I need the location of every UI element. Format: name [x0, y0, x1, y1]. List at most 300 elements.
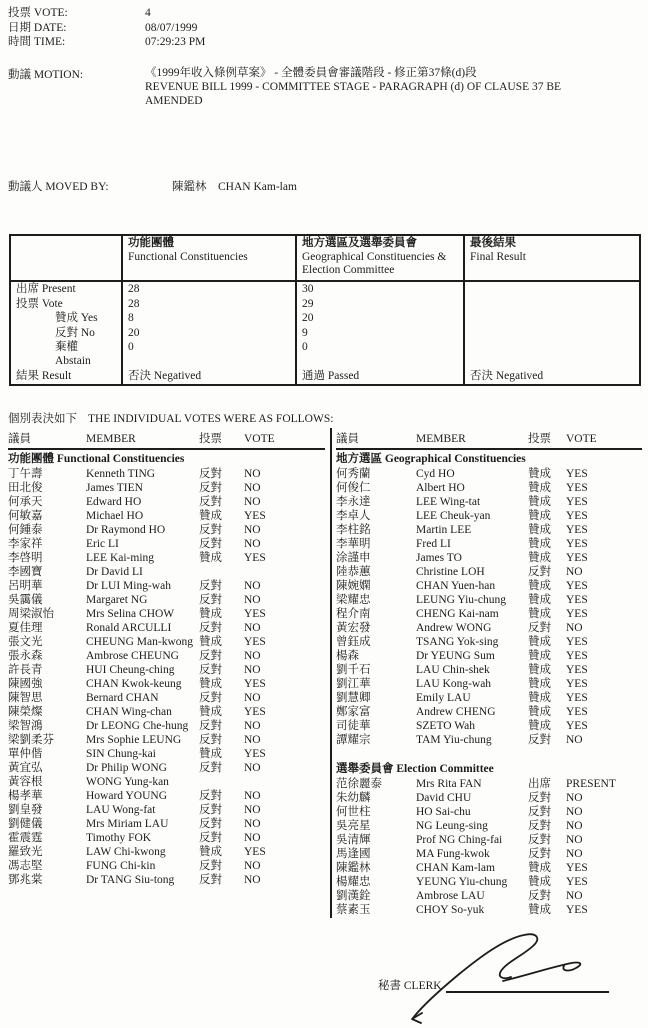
- member-row: [8, 733, 325, 747]
- member-vote-zh: 贊成: [528, 678, 551, 690]
- member-vote-zh: 反對: [528, 820, 551, 832]
- member-vote-en: NO: [244, 860, 261, 872]
- member-name-zh: 周梁淑怡: [8, 608, 54, 620]
- member-vote-zh: 反對: [199, 524, 222, 536]
- member-name-en: TSANG Yok-sing: [416, 636, 499, 648]
- member-vote-zh: 贊成: [528, 496, 551, 508]
- member-vote-en: NO: [244, 832, 261, 844]
- member-name-zh: 黃宜弘: [8, 762, 43, 774]
- summary-table-body: [10, 281, 640, 385]
- member-vote-en: YES: [566, 552, 588, 564]
- member-vote-en: YES: [566, 904, 588, 916]
- member-vote-zh: 反對: [199, 664, 222, 676]
- member-vote-en: NO: [566, 566, 583, 578]
- member-name-en: Albert HO: [416, 482, 465, 494]
- member-row: [8, 789, 325, 803]
- member-vote-zh: 贊成: [528, 510, 551, 522]
- member-name-en: Dr Philip WONG: [86, 762, 167, 774]
- member-vote-zh: 贊成: [528, 664, 551, 676]
- member-vote-en: YES: [566, 720, 588, 732]
- member-col-header-en: MEMBER: [86, 433, 136, 445]
- member-vote-zh: 反對: [199, 734, 222, 746]
- summary-row-label: 結果 Result: [10, 368, 122, 385]
- member-vote-en: NO: [244, 524, 261, 536]
- member-name-zh: 夏佳理: [8, 622, 43, 634]
- member-row: [336, 551, 642, 565]
- member-vote-zh: 反對: [199, 790, 222, 802]
- member-name-en: Dr LEONG Che-hung: [86, 720, 189, 732]
- summary-row-label: 出席 Present: [10, 281, 122, 297]
- member-vote-en: NO: [244, 734, 261, 746]
- member-vote-zh: 反對: [199, 832, 222, 844]
- member-name-zh: 鄭家富: [336, 706, 371, 718]
- clerk-signature-icon: [395, 928, 615, 1026]
- member-row: [336, 805, 642, 819]
- member-row: [336, 663, 642, 677]
- summary-row: [10, 297, 640, 312]
- member-vote-zh: 反對: [528, 566, 551, 578]
- summary-row-label: 棄權 Abstain: [10, 340, 122, 368]
- member-name-zh: 劉健儀: [8, 818, 43, 830]
- member-col-header-zh: 議員: [336, 433, 359, 445]
- member-row: [8, 607, 325, 621]
- member-name-zh: 劉千石: [336, 664, 371, 676]
- vote-number-row: [8, 6, 205, 21]
- member-row: [8, 621, 325, 635]
- member-vote-en: YES: [566, 496, 588, 508]
- member-vote-en: NO: [244, 664, 261, 676]
- member-table-header-right: [336, 432, 642, 450]
- member-vote-en: YES: [566, 664, 588, 676]
- member-vote-en: NO: [244, 482, 261, 494]
- member-row: [8, 691, 325, 705]
- summary-gc-value: 29: [296, 297, 464, 312]
- functional-members-list: [8, 467, 325, 887]
- member-name-zh: 馬逢國: [336, 848, 371, 860]
- member-vote-zh: 反對: [199, 650, 222, 662]
- member-row: [336, 705, 642, 719]
- member-name-en: Michael HO: [86, 510, 144, 522]
- member-vote-zh: 贊成: [199, 510, 222, 522]
- summary-header-geographical-en: Geographical Constituencies & Election Committee: [302, 250, 447, 276]
- summary-row: [10, 281, 640, 297]
- vote-number-value: 4: [145, 7, 151, 19]
- member-name-zh: 何俊仁: [336, 482, 371, 494]
- member-name-en: Mrs Rita FAN: [416, 778, 482, 790]
- member-vote-en: NO: [244, 622, 261, 634]
- summary-gc-value: 通過 Passed: [296, 368, 464, 385]
- summary-row-label: 投票 Vote: [10, 297, 122, 312]
- member-name-en: Kenneth TING: [86, 468, 156, 480]
- geographical-members-list: [336, 467, 642, 747]
- member-row: [336, 481, 642, 495]
- summary-header-functional-en: Functional Constituencies: [128, 250, 248, 263]
- member-name-en: YEUNG Yiu-chung: [416, 876, 508, 888]
- member-row: [336, 791, 642, 805]
- member-row: [336, 819, 642, 833]
- election-members-list: [336, 777, 642, 917]
- summary-row-label: 反對 No: [10, 326, 122, 341]
- member-row: [336, 649, 642, 663]
- column-divider: [330, 428, 332, 918]
- member-vote-en: NO: [566, 848, 583, 860]
- member-name-zh: 李華明: [336, 538, 371, 550]
- vote-number-label: 投票 VOTE:: [8, 7, 68, 19]
- member-name-zh: 梁劉柔芬: [8, 734, 54, 746]
- member-vote-en: PRESENT: [566, 778, 616, 790]
- member-name-en: SIN Chung-kai: [86, 748, 156, 760]
- summary-table-header: [10, 235, 640, 281]
- member-name-en: TAM Yiu-chung: [416, 734, 492, 746]
- member-name-zh: 蔡素玉: [336, 904, 371, 916]
- member-vote-en: [244, 775, 325, 789]
- member-vote-en: NO: [244, 874, 261, 886]
- motion-text-zh: 《1999年收入條例草案》 - 全體委員會審議階段 - 修正第37條(d)段: [145, 67, 477, 79]
- member-vote-en: NO: [244, 468, 261, 480]
- member-vote-zh: 反對: [199, 874, 222, 886]
- member-row: [8, 593, 325, 607]
- member-vote-zh: 贊成: [528, 608, 551, 620]
- member-vote-zh: 反對: [199, 580, 222, 592]
- member-row: [336, 861, 642, 875]
- member-vote-en: NO: [244, 538, 261, 550]
- summary-row: [10, 340, 640, 368]
- member-name-zh: 何敏嘉: [8, 510, 43, 522]
- member-vote-zh: 出席: [528, 778, 551, 790]
- member-vote-en: NO: [244, 650, 261, 662]
- moved-by-value: 陳鑑林 CHAN Kam-lam: [172, 181, 297, 193]
- member-row: [8, 705, 325, 719]
- member-name-en: Fred LI: [416, 538, 451, 550]
- member-name-zh: 司徒華: [336, 720, 371, 732]
- vote-col-header-en: VOTE: [566, 433, 597, 445]
- member-name-zh: 楊耀忠: [336, 876, 371, 888]
- time-row: [8, 35, 205, 50]
- moved-by-block: [8, 178, 297, 194]
- member-row: [8, 523, 325, 537]
- member-col-header-zh: 議員: [8, 433, 31, 445]
- time-label: 時間 TIME:: [8, 36, 66, 48]
- member-name-en: Ronald ARCULLI: [86, 622, 172, 634]
- member-name-en: Martin LEE: [416, 524, 472, 536]
- member-vote-en: YES: [566, 468, 588, 480]
- functional-section-title: 功能團體 Functional Constituencies: [8, 453, 185, 465]
- member-vote-zh: 反對: [199, 538, 222, 550]
- member-vote-en: YES: [566, 482, 588, 494]
- member-vote-zh: 贊成: [528, 468, 551, 480]
- member-vote-en: YES: [244, 846, 266, 858]
- member-vote-en: YES: [244, 608, 266, 620]
- member-name-en: Eric LI: [86, 538, 119, 550]
- member-name-en: Timothy FOK: [86, 832, 152, 844]
- member-name-zh: 陸恭蕙: [336, 566, 371, 578]
- member-name-zh: 黃容根: [8, 776, 43, 788]
- member-name-zh: 劉江華: [336, 678, 371, 690]
- member-name-zh: 呂明華: [8, 580, 43, 592]
- vote-col-header-zh: 投票: [199, 433, 222, 445]
- summary-header-functional-zh: 功能團體: [128, 237, 174, 249]
- member-vote-en: NO: [244, 720, 261, 732]
- member-vote-zh: 反對: [528, 622, 551, 634]
- summary-fc-value: 28: [122, 281, 296, 297]
- member-vote-zh: 反對: [199, 496, 222, 508]
- member-name-en: Prof NG Ching-fai: [416, 834, 503, 846]
- summary-final-value: [464, 340, 640, 368]
- member-name-en: Dr TANG Siu-tong: [86, 874, 175, 886]
- member-name-zh: 劉皇發: [8, 804, 43, 816]
- member-name-en: LAU Chin-shek: [416, 664, 490, 676]
- member-vote-zh: 贊成: [199, 748, 222, 760]
- member-name-en: CHENG Kai-nam: [416, 608, 499, 620]
- member-name-zh: 何世柱: [336, 806, 371, 818]
- member-vote-en: NO: [566, 806, 583, 818]
- member-name-zh: 楊森: [336, 650, 359, 662]
- motion-text-en-line1: REVENUE BILL 1999 - COMMITTEE STAGE - PARAGRAPH (d) OF CLAUSE 37 BE: [145, 81, 562, 93]
- member-row: [336, 875, 642, 889]
- member-vote-zh: 贊成: [528, 538, 551, 550]
- member-name-zh: 吳靄儀: [8, 594, 43, 606]
- member-row: [336, 777, 642, 791]
- member-vote-zh: 贊成: [199, 706, 222, 718]
- member-vote-en: YES: [244, 552, 266, 564]
- member-vote-en: NO: [244, 594, 261, 606]
- moved-by-label: 動議人 MOVED BY:: [8, 181, 109, 193]
- member-vote-en: YES: [244, 678, 266, 690]
- member-vote-zh: 反對: [199, 622, 222, 634]
- member-name-en: LEE Cheuk-yan: [416, 510, 491, 522]
- member-vote-en: YES: [566, 636, 588, 648]
- member-vote-en: NO: [244, 580, 261, 592]
- member-name-zh: 劉慧卿: [336, 692, 371, 704]
- member-row: [336, 847, 642, 861]
- summary-header-geographical: [296, 235, 464, 281]
- summary-gc-value: 9: [296, 326, 464, 341]
- member-vote-en: YES: [566, 876, 588, 888]
- member-vote-en: YES: [566, 692, 588, 704]
- summary-header-blank: [10, 235, 122, 281]
- member-vote-zh: 反對: [199, 720, 222, 732]
- member-name-en: NG Leung-sing: [416, 820, 488, 832]
- member-row: [8, 551, 325, 565]
- summary-row: [10, 311, 640, 326]
- summary-gc-value: 20: [296, 311, 464, 326]
- summary-final-value: [464, 326, 640, 341]
- individual-votes-heading-en: THE INDIVIDUAL VOTES WERE AS FOLLOWS:: [88, 413, 334, 425]
- member-vote-en: YES: [566, 580, 588, 592]
- member-vote-zh: 反對: [528, 890, 551, 902]
- member-row: [8, 845, 325, 859]
- member-vote-en: NO: [566, 734, 583, 746]
- member-row: [8, 803, 325, 817]
- member-name-zh: 許長青: [8, 664, 43, 676]
- member-name-zh: 陳婉嫻: [336, 580, 371, 592]
- member-name-zh: 鄧兆棠: [8, 874, 43, 886]
- member-name-en: Dr David LI: [86, 566, 143, 578]
- member-name-en: CHAN Wing-chan: [86, 706, 172, 718]
- individual-votes-heading: [8, 412, 333, 426]
- member-name-en: CHAN Yuen-han: [416, 580, 496, 592]
- member-name-en: Cyd HO: [416, 468, 455, 480]
- member-row: [8, 509, 325, 523]
- geographical-section-title: 地方選區 Geographical Constituencies: [336, 453, 526, 465]
- member-row: [8, 495, 325, 509]
- member-row: [336, 509, 642, 523]
- member-name-zh: 梁智鴻: [8, 720, 43, 732]
- member-row: [8, 565, 325, 579]
- member-name-zh: 單仲偕: [8, 748, 43, 760]
- member-name-en: Christine LOH: [416, 566, 485, 578]
- vote-col-header-zh: 投票: [528, 433, 551, 445]
- member-vote-en: YES: [566, 862, 588, 874]
- election-section-title: 選舉委員會 Election Committee: [336, 763, 494, 775]
- member-row: [336, 635, 642, 649]
- member-vote-en: YES: [566, 538, 588, 550]
- summary-gc-value: 0: [296, 340, 464, 368]
- member-name-en: LAU Kong-wah: [416, 678, 492, 690]
- member-row: [8, 537, 325, 551]
- member-name-zh: 曾鈺成: [336, 636, 371, 648]
- member-name-zh: 程介南: [336, 608, 371, 620]
- member-vote-en: NO: [244, 804, 261, 816]
- member-name-en: Ambrose LAU: [416, 890, 485, 902]
- member-vote-zh: 贊成: [199, 608, 222, 620]
- member-vote-zh: 贊成: [528, 876, 551, 888]
- summary-fc-value: 否決 Negatived: [122, 368, 296, 385]
- member-name-en: Mrs Miriam LAU: [86, 818, 169, 830]
- member-vote-zh: 贊成: [528, 904, 551, 916]
- member-row: [8, 677, 325, 691]
- member-vote-en: NO: [244, 692, 261, 704]
- member-row: [8, 649, 325, 663]
- member-name-en: Mrs Sophie LEUNG: [86, 734, 182, 746]
- summary-header-row: [10, 235, 640, 281]
- clerk-label: 秘書 CLERK: [378, 980, 442, 992]
- member-row: [336, 523, 642, 537]
- member-vote-zh: 反對: [199, 818, 222, 830]
- member-row: [336, 607, 642, 621]
- member-vote-en: NO: [244, 790, 261, 802]
- member-vote-zh: 反對: [528, 792, 551, 804]
- member-name-zh: 陳鑑林: [336, 862, 371, 874]
- date-value: 08/07/1999: [145, 21, 198, 34]
- member-row: [8, 873, 325, 887]
- member-row: [8, 831, 325, 845]
- member-vote-zh: 贊成: [528, 706, 551, 718]
- member-vote-en: YES: [566, 608, 588, 620]
- member-vote-zh: 反對: [199, 692, 222, 704]
- motion-block: [8, 66, 637, 108]
- member-vote-en: YES: [566, 524, 588, 536]
- member-vote-en: NO: [566, 834, 583, 846]
- summary-final-value: [464, 311, 640, 326]
- member-vote-zh: 反對: [528, 806, 551, 818]
- member-name-en: Dr Raymond HO: [86, 524, 166, 536]
- member-name-en: HUI Cheung-ching: [86, 664, 175, 676]
- member-name-en: LEUNG Yiu-chung: [416, 594, 506, 606]
- member-row: [8, 859, 325, 873]
- member-name-en: SZETO Wah: [416, 720, 476, 732]
- member-col-header-en: MEMBER: [416, 433, 466, 445]
- member-name-zh: 李卓人: [336, 510, 371, 522]
- member-name-en: Andrew WONG: [416, 622, 492, 634]
- member-name-en: Mrs Selina CHOW: [86, 608, 175, 620]
- member-vote-zh: 反對: [528, 734, 551, 746]
- member-row: [336, 593, 642, 607]
- summary-final-value: [464, 297, 640, 312]
- member-vote-zh: 贊成: [528, 862, 551, 874]
- member-name-en: Dr YEUNG Sum: [416, 650, 495, 662]
- member-name-zh: 何承天: [8, 496, 43, 508]
- member-name-en: LEE Kai-ming: [86, 552, 155, 564]
- summary-results-table: [9, 234, 641, 386]
- summary-header-final-zh: 最後結果: [470, 237, 516, 249]
- member-name-en: Howard YOUNG: [86, 790, 168, 802]
- member-name-zh: 劉漢銓: [336, 890, 371, 902]
- member-row: [336, 733, 642, 747]
- member-vote-en: NO: [566, 890, 583, 902]
- member-vote-zh: 反對: [199, 468, 222, 480]
- individual-votes-heading-zh: 個別表決如下: [8, 413, 77, 425]
- summary-header-final-en: Final Result: [470, 250, 526, 263]
- member-name-en: Margaret NG: [86, 594, 148, 606]
- vote-col-header-en: VOTE: [244, 433, 275, 445]
- member-name-zh: 陳榮燦: [8, 706, 43, 718]
- member-name-en: MA Fung-kwok: [416, 848, 490, 860]
- summary-fc-value: 20: [122, 326, 296, 341]
- member-vote-en: YES: [566, 510, 588, 522]
- member-name-en: CHAN Kwok-keung: [86, 678, 182, 690]
- member-name-zh: 陳國強: [8, 678, 43, 690]
- member-table-header-left: [8, 432, 325, 450]
- member-vote-en: NO: [566, 792, 583, 804]
- member-name-zh: 黃宏發: [336, 622, 371, 634]
- functional-votes-column: [8, 432, 325, 887]
- member-row: [336, 621, 642, 635]
- member-name-zh: 張文光: [8, 636, 43, 648]
- member-name-en: FUNG Chi-kin: [86, 860, 156, 872]
- member-name-zh: 范徐麗泰: [336, 778, 382, 790]
- member-vote-zh: [199, 775, 244, 789]
- member-vote-en: YES: [566, 650, 588, 662]
- member-name-zh: 梁耀忠: [336, 594, 371, 606]
- member-vote-en: NO: [244, 762, 261, 774]
- member-name-en: Dr LUI Ming-wah: [86, 580, 171, 592]
- summary-fc-value: 0: [122, 340, 296, 368]
- member-name-zh: 田北俊: [8, 482, 43, 494]
- member-vote-en: YES: [244, 636, 266, 648]
- member-vote-zh: 贊成: [199, 678, 222, 690]
- member-name-en: HO Sai-chu: [416, 806, 471, 818]
- member-vote-zh: 贊成: [528, 482, 551, 494]
- member-row: [8, 719, 325, 733]
- member-name-en: CHAN Kam-lam: [416, 862, 495, 874]
- member-vote-en: YES: [566, 678, 588, 690]
- member-name-en: LAU Wong-fat: [86, 804, 156, 816]
- election-committee-block: [336, 762, 642, 917]
- member-name-zh: 陳智思: [8, 692, 43, 704]
- summary-header-final: [464, 235, 640, 281]
- member-name-zh: 吳亮星: [336, 820, 371, 832]
- summary-row: [10, 368, 640, 385]
- member-name-en: David CHU: [416, 792, 472, 804]
- member-name-zh: 丁午壽: [8, 468, 43, 480]
- member-vote-en: NO: [244, 496, 261, 508]
- member-vote-zh: 反對: [199, 762, 222, 774]
- member-vote-zh: 贊成: [528, 692, 551, 704]
- member-name-zh: 李國寶: [8, 566, 43, 578]
- member-vote-zh: 贊成: [199, 552, 222, 564]
- member-row: [336, 903, 642, 917]
